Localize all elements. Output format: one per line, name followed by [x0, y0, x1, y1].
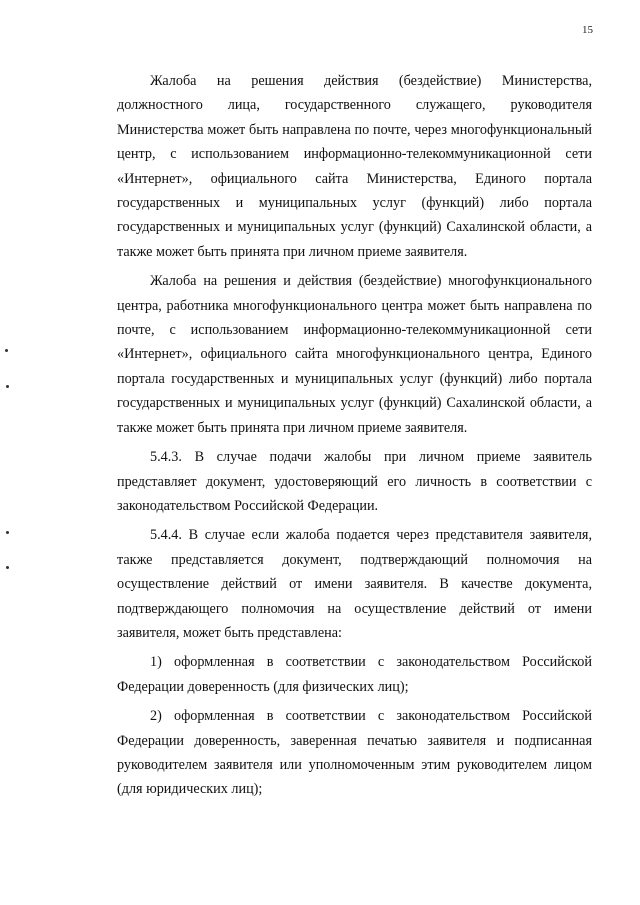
paragraph-5-4-4: 5.4.4. В случае если жалоба подается через представителя заявителя, также представляется документ, подтверждающий полномочия на осуществление действий от имени заявителя. В качестве документа, подтверждающего полномочия на осуществление действий от имени заявителя, может быть представлена:: [117, 527, 592, 641]
paragraph-complaint-ministry: Жалоба на решения действия (бездействие) Министерства, должностного лица, государственного служащего, руководителя Министерства может быть направлена по почте, через многофункциональный центр, с использованием информационно-телекоммуникационной сети «Интернет», официального сайта Министерства, Единого портала государственных и муниципальных услуг (функций) либо портала государственных и муниципальных услуг (функций) Сахалинской области, а также может быть принята при личном приеме заявителя.: [117, 73, 592, 260]
margin-mark: [6, 385, 9, 388]
margin-mark: [5, 349, 8, 352]
list-item-2: 2) оформленная в соответствии с законодательством Российской Федерации доверенность, заверенная печатью заявителя и подписанная руководителем заявителя или уполномоченным этим руководителем лицом (для юридических лиц);: [117, 708, 592, 798]
paragraph-5-4-3: 5.4.3. В случае подачи жалобы при личном приеме заявитель представляет документ, удостоверяющий его личность в соответствии с законодательством Российской Федерации.: [117, 449, 592, 514]
page-number: 15: [582, 24, 593, 36]
margin-mark: [6, 531, 9, 534]
document-body: [117, 69, 592, 807]
margin-mark: [6, 566, 9, 569]
paragraph-complaint-mfc: Жалоба на решения и действия (бездействие) многофункционального центра, работника многофункционального центра может быть направлена по почте, с использованием информационно-телекоммуникационной сети «Интернет», официального сайта многофункционального центра, Единого портала государственных и муниципальных услуг (функций) либо портала государственных и муниципальных услуг (функций) Сахалинской области, а также может быть принята при личном приеме заявителя.: [117, 273, 592, 436]
list-item-1: 1) оформленная в соответствии с законодательством Российской Федерации доверенность (для физических лиц);: [117, 654, 592, 695]
